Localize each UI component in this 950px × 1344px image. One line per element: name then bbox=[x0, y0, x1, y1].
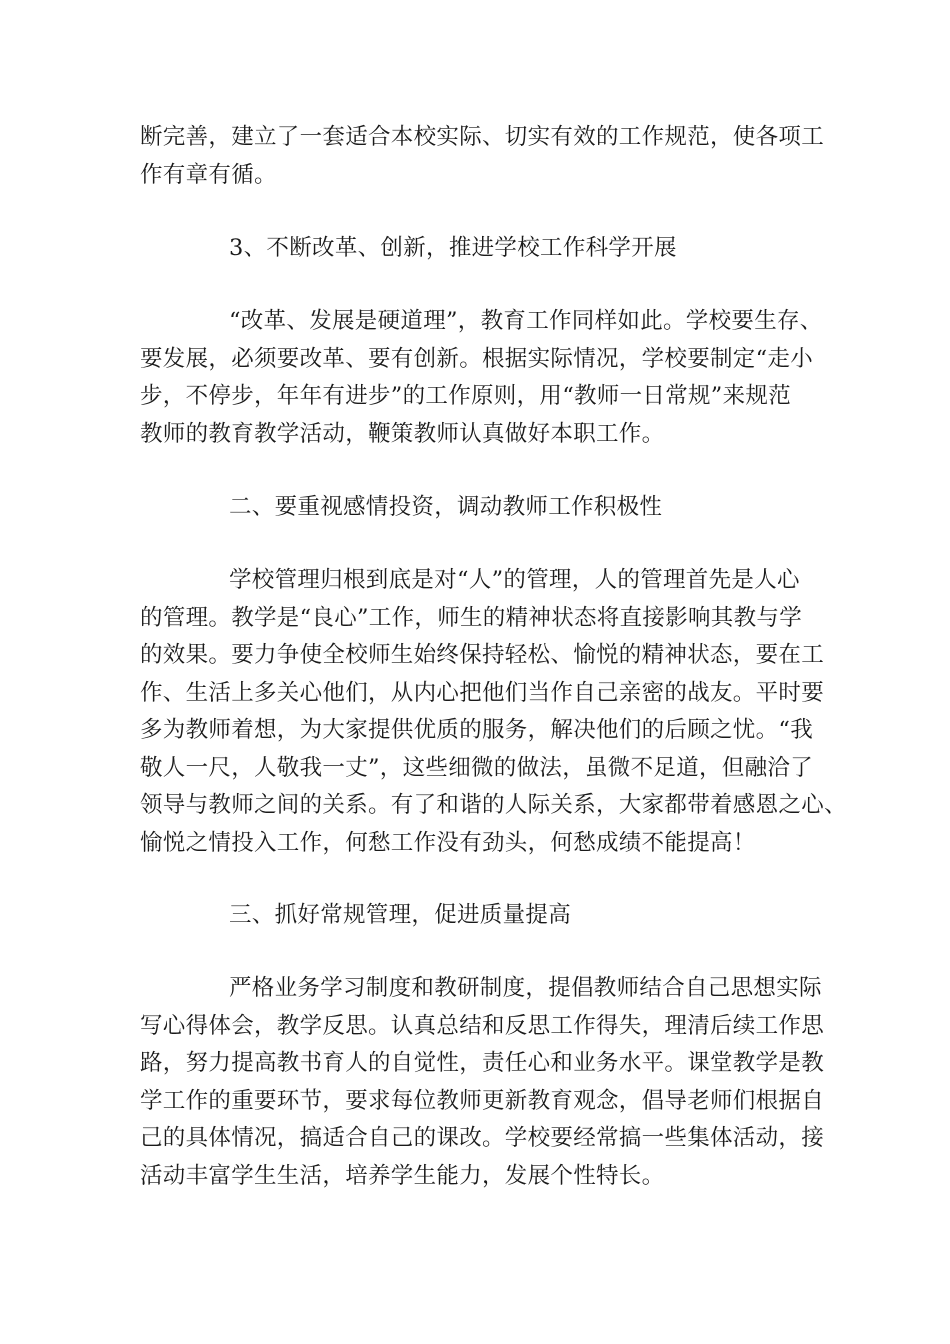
section-heading: 三、抓好常规管理，促进质量提高 bbox=[229, 902, 572, 928]
paragraph-line: 的效果。要力争使全校师生始终保持轻松、愉悦的精神状态，要在工 bbox=[140, 642, 825, 668]
paragraph-line: 活动丰富学生生活，培养学生能力，发展个性特长。 bbox=[140, 1163, 665, 1189]
paragraph-line: 教师的教育教学活动，鞭策教师认真做好本职工作。 bbox=[140, 421, 665, 447]
section-heading: 3、不断改革、创新，推进学校工作科学开展 bbox=[229, 235, 677, 261]
paragraph-line: 己的具体情况，搞适合自己的课改。学校要经常搞一些集体活动，接 bbox=[140, 1125, 825, 1151]
paragraph-line: 作、生活上多关心他们，从内心把他们当作自己亲密的战友。平时要 bbox=[140, 680, 825, 706]
paragraph-line: 步，不停步，年年有进步”的工作原则，用“教师一日常规”来规范 bbox=[140, 383, 792, 409]
paragraph-line: 严格业务学习制度和教研制度，提倡教师结合自己思想实际 bbox=[229, 975, 822, 1001]
paragraph-line: “改革、发展是硬道理”，教育工作同样如此。学校要生存、 bbox=[229, 308, 823, 334]
paragraph-line: 学校管理归根到底是对“人”的管理，人的管理首先是人心 bbox=[229, 567, 800, 593]
section-heading: 二、要重视感情投资，调动教师工作积极性 bbox=[229, 494, 663, 520]
paragraph-line: 路，努力提高教书育人的自觉性，责任心和业务水平。课堂教学是教 bbox=[140, 1050, 825, 1076]
paragraph-line: 多为教师着想，为大家提供优质的服务，解决他们的后顾之忧。“我 bbox=[140, 717, 814, 743]
paragraph-line: 学工作的重要环节，要求每位教师更新教育观念，倡导老师们根据自 bbox=[140, 1088, 825, 1114]
paragraph-line: 断完善，建立了一套适合本校实际、切实有效的工作规范，使各项工 bbox=[140, 124, 825, 150]
paragraph-line: 作有章有循。 bbox=[140, 162, 277, 188]
paragraph-line: 愉悦之情投入工作，何愁工作没有劲头，何愁成绩不能提高！ bbox=[140, 830, 756, 856]
paragraph-line: 要发展，必须要改革、要有创新。根据实际情况，学校要制定“走小 bbox=[140, 346, 814, 372]
paragraph-line: 写心得体会，教学反思。认真总结和反思工作得失，理清后续工作思 bbox=[140, 1013, 825, 1039]
paragraph-line: 领导与教师之间的关系。有了和谐的人际关系，大家都带着感恩之心、 bbox=[140, 792, 847, 818]
paragraph-line: 敬人一尺，人敬我一丈”，这些细微的做法，虽微不足道，但融洽了 bbox=[140, 755, 814, 781]
paragraph-line: 的管理。教学是“良心”工作，师生的精神状态将直接影响其教与学 bbox=[140, 605, 803, 631]
